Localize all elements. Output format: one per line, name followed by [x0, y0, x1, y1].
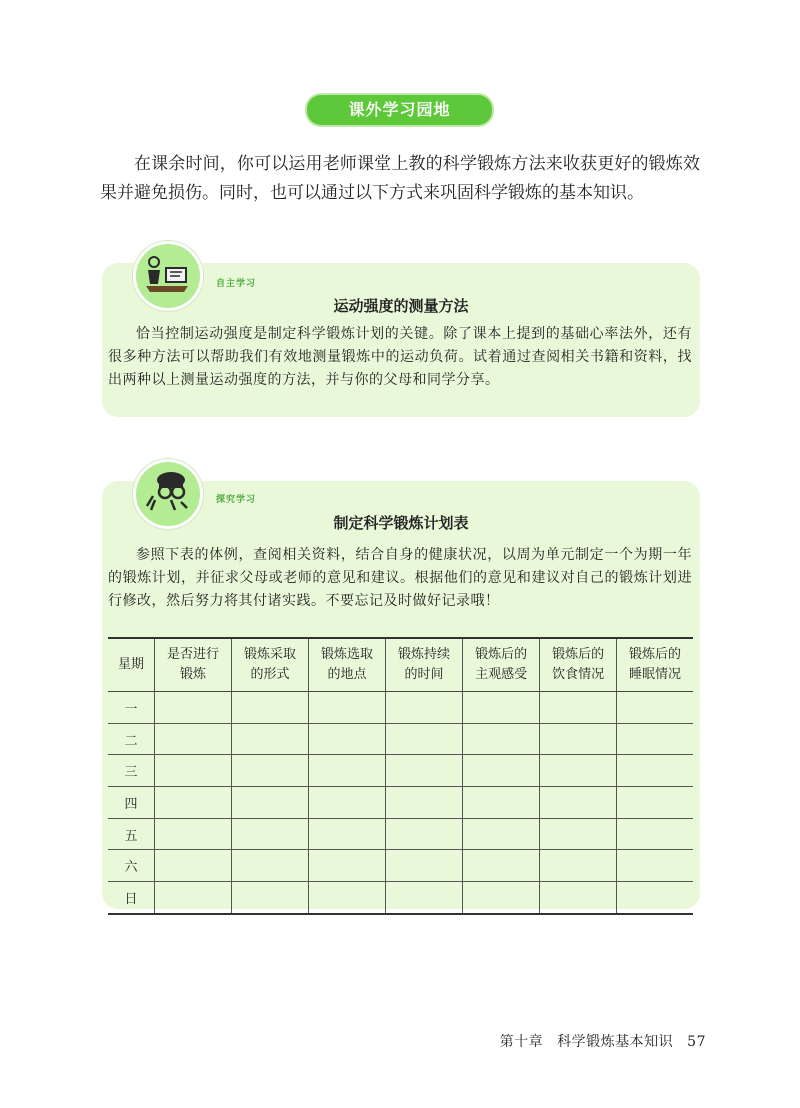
header-exercise: 是否进行 锻炼 [155, 638, 232, 692]
footer-title: 科学锻炼基本知识 [557, 1034, 674, 1050]
weekday-cell: 四 [108, 787, 155, 819]
table-header-row [108, 638, 693, 692]
header-duration: 锻炼持续 的时间 [386, 638, 463, 692]
weekday-cell: 五 [108, 818, 155, 850]
weekday-cell: 日 [108, 882, 155, 914]
table-row [108, 882, 693, 914]
intro-paragraph: 在课余时间，你可以运用老师课堂上教的科学锻炼方法来收获更好的锻炼效果并避免损伤。同时，也可以通过以下方式来巩固科学锻炼的基本知识。 [100, 154, 700, 203]
self-study-text: 恰当控制运动强度是制定科学锻炼计划的关键。除了课本上提到的基础心率法外，还有很多种方法可以帮助我们有效地测量锻炼中的运动负荷。试着通过查阅相关书籍和资料，找出两种以上测量运动强度的方法，并与你的父母和同学分享。 [108, 326, 692, 388]
self-study-icon [140, 250, 192, 296]
table-row [108, 850, 693, 882]
weekday-cell: 二 [108, 723, 155, 755]
self-study-tag: 自主学习 [216, 279, 257, 289]
page-footer [486, 1031, 706, 1051]
header-form: 锻炼采取 的形式 [232, 638, 309, 692]
header-feeling: 锻炼后的 主观感受 [463, 638, 540, 692]
page-number: 57 [687, 1034, 706, 1050]
self-study-title: 运动强度的测量方法 [333, 297, 469, 315]
weekday-cell: 六 [108, 850, 155, 882]
footer-chapter: 第十章 [499, 1034, 544, 1050]
weekday-cell: 三 [108, 755, 155, 787]
inquiry-study-icon [141, 466, 193, 514]
weekday-cell: 一 [108, 692, 155, 724]
inquiry-study-tag: 探究学习 [216, 495, 257, 505]
table-row [108, 787, 693, 819]
inquiry-study-title: 制定科学锻炼计划表 [333, 514, 469, 532]
exercise-plan-table [108, 637, 693, 915]
header-sleep: 锻炼后的 睡眠情况 [617, 638, 693, 692]
header-diet: 锻炼后的 饮食情况 [540, 638, 617, 692]
table-row [108, 692, 693, 724]
table-row [108, 755, 693, 787]
header-weekday: 星期 [108, 638, 155, 692]
table-row [108, 818, 693, 850]
section-header-badge: 课外学习园地 [307, 95, 492, 125]
table-row [108, 723, 693, 755]
inquiry-study-text: 参照下表的体例，查阅相关资料，结合自身的健康状况，以周为单元制定一个为期一年的锻炼计划，并征求父母或老师的意见和建议。根据他们的意见和建议对自己的锻炼计划进行修改，然后努力将其付诸实践。不要忘记及时做好记录哦！ [108, 547, 692, 609]
header-location: 锻炼选取 的地点 [309, 638, 386, 692]
